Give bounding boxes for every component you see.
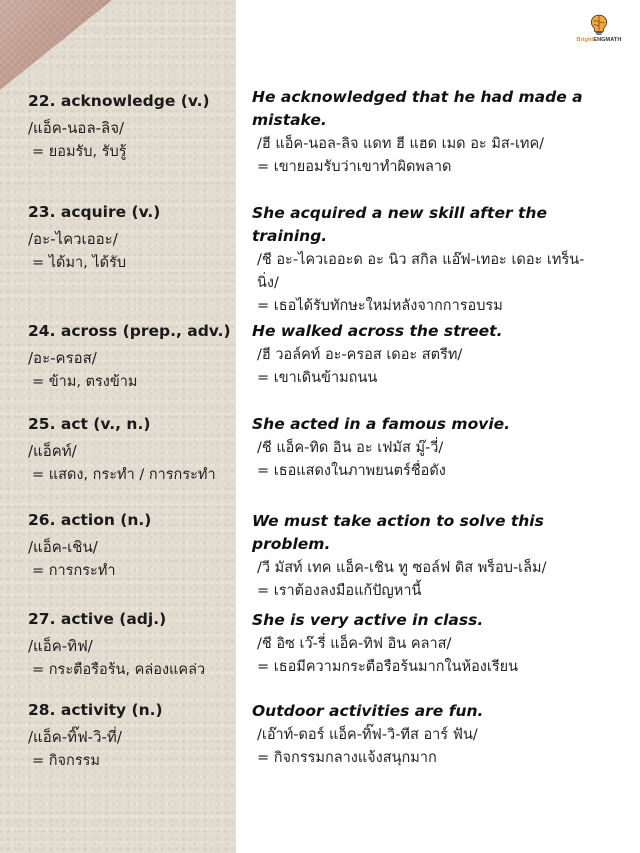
example-sentence: He acknowledged that he had made a mistake.: [252, 88, 583, 129]
vocab-word: 23. acquire (v.): [28, 203, 161, 221]
vocab-word: 28. activity (n.): [28, 701, 163, 719]
vocab-meaning: = การกระทำ: [32, 563, 116, 579]
vocab-pronunciation: /อะ-ครอส/: [28, 349, 97, 367]
example-sentence: She is very active in class.: [252, 611, 484, 629]
example-pronunciation: /วี มัสท์ เทค แอ็ค-เชิน ทู ซอล์ฟ ดิส พร็อบ-เล็ม/: [257, 560, 547, 576]
example-sentence: Outdoor activities are fun.: [252, 702, 484, 720]
vocab-word: 25. act (v., n.): [28, 415, 151, 433]
example-pronunciation: /ชี อะ-ไควเออะด อะ นิว สกิล แอ๊ฟ-เทอะ เดอะ เทร็น-นิ่ง/: [257, 252, 585, 291]
vocab-pronunciation: /แอ็ค-นอล-ลิจ/: [28, 119, 125, 137]
vocab-word: 22. acknowledge (v.): [28, 92, 210, 110]
example-meaning: = เราต้องลงมือแก้ปัญหานี้: [257, 583, 422, 599]
example-meaning: = เธอได้รับทักษะใหม่หลังจากการอบรม: [257, 298, 503, 314]
vocab-word: 26. action (n.): [28, 511, 152, 529]
example-pronunciation: /ชี แอ็ค-ทิด อิน อะ เฟมัส มู๊-วี่/: [257, 440, 444, 456]
example-meaning: = กิจกรรมกลางแจ้งสนุกมาก: [257, 750, 437, 766]
vocab-pronunciation: /แอ็คท์/: [28, 442, 77, 460]
vocab-pronunciation: /อะ-ไควเออะ/: [28, 230, 118, 248]
example-sentence: We must take action to solve this problem.: [252, 512, 544, 553]
example-pronunciation: /ฮี แอ็ค-นอล-ลิจ แดท ฮี แฮด เมด อะ มิส-เทค/: [257, 136, 545, 152]
example-block: [252, 700, 592, 770]
lightbulb-brain-icon: [590, 14, 608, 36]
vocab-meaning: = กิจกรรม: [32, 753, 100, 769]
example-pronunciation: /เอ๊าท์-ดอร์ แอ็ค-ทิ๊ฟ-วิ-ทีส อาร์ ฟัน/: [257, 727, 478, 743]
vocab-pronunciation: /แอ็ค-ทิ๊ฟ-วิ-ที่/: [28, 728, 122, 746]
vocab-meaning: = ยอมรับ, รับรู้: [32, 144, 127, 160]
brand-name-part2: ENGMATH: [593, 37, 622, 43]
example-sentence: She acquired a new skill after the training.: [252, 204, 547, 245]
vocab-pronunciation: /แอ็ค-ทิฟ/: [28, 637, 93, 655]
vocab-word: 27. active (adj.): [28, 610, 167, 628]
example-sentence: She acted in a famous movie.: [252, 415, 511, 433]
vocab-meaning: = กระตือรือร้น, คล่องแคล่ว: [32, 662, 206, 678]
vocab-word: 24. across (prep., adv.): [28, 322, 231, 340]
brand-logo: [570, 14, 628, 50]
vocab-meaning: = ข้าม, ตรงข้าม: [32, 374, 138, 390]
vocab-meaning: = ได้มา, ได้รับ: [32, 255, 127, 271]
brand-name: [570, 37, 628, 43]
example-pronunciation: /ฮี วอล์คท์ อะ-ครอส เดอะ สตรีท/: [257, 347, 463, 363]
example-block: [252, 202, 592, 318]
example-pronunciation: /ชี อิซ เว๊-รี่ แอ็ค-ทิฟ อิน คลาส/: [257, 636, 452, 652]
example-block: [252, 609, 592, 679]
example-meaning: = เธอมีความกระตือรือร้นมากในห้องเรียน: [257, 659, 519, 675]
example-meaning: = เธอแสดงในภาพยนตร์ชื่อดัง: [257, 463, 446, 479]
example-meaning: = เขาเดินข้ามถนน: [257, 370, 378, 386]
vocab-pronunciation: /แอ็ค-เชิน/: [28, 538, 98, 556]
example-meaning: = เขายอมรับว่าเขาทำผิดพลาด: [257, 159, 452, 175]
example-sentence: He walked across the street.: [252, 322, 503, 340]
example-block: [252, 413, 592, 483]
example-block: [252, 510, 592, 603]
example-block: [252, 86, 592, 179]
brand-name-part1: Bright: [576, 37, 594, 43]
example-block: [252, 320, 592, 390]
vocab-meaning: = แสดง, กระทำ / การกระทำ: [32, 467, 216, 483]
